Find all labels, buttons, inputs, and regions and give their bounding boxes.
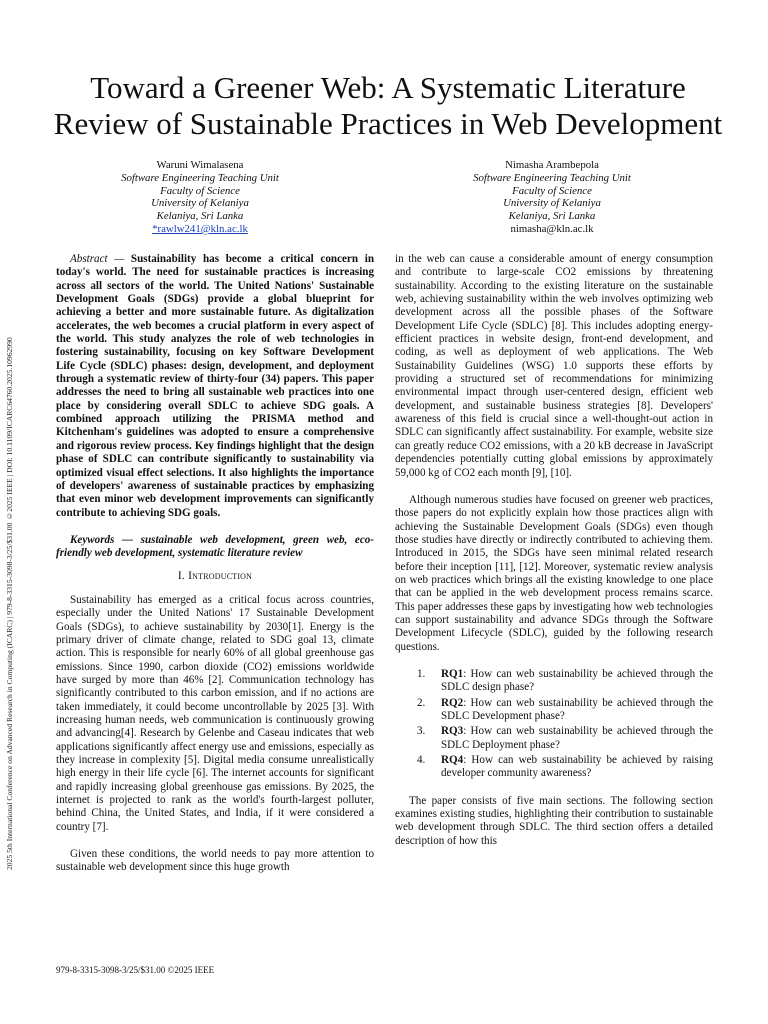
right-column xyxy=(395,253,713,848)
abstract-lead: Abstract — xyxy=(70,253,125,265)
author-email-link[interactable]: *rawlw241@kln.ac.lk xyxy=(152,222,248,235)
rq-label: RQ2 xyxy=(441,696,464,709)
abstract xyxy=(56,253,374,520)
research-question xyxy=(395,697,713,724)
research-question xyxy=(395,725,713,752)
author-block-2 xyxy=(432,159,672,236)
research-question-list xyxy=(395,668,713,781)
author-name: Waruni Wimalasena xyxy=(156,159,244,171)
author-unit: Software Engineering Teaching Unit xyxy=(121,171,279,184)
rq-label: RQ4 xyxy=(441,754,464,767)
intro-paragraph: Given these conditions, the world needs to pay more attention to sustainable web development since this huge growth xyxy=(56,848,374,874)
side-citation-note: 2025 5th International Conference on Advanced Research in Computing (ICARC) | 979-8-3315-3098-3/25/$31.00 ©2025 IEEE | DOI: 10.1109/ICARC64760.2025.10962990 xyxy=(5,337,14,870)
rq-text: : How can web sustainability be achieved through the SDLC Development phase? xyxy=(441,696,713,722)
rq-number: 3. xyxy=(417,725,426,738)
author-university: University of Kelaniya xyxy=(503,197,601,210)
body-paragraph: Although numerous studies have focused on greener web practices, those papers do not explicitly explain how those practices align with achieving the Sustainable Development Goals (SDGs) even though those studies have directly or indirectly contributed to achieving them. Introduced in 2015, the SDGs have seen minimal related research before their inception [11], [12]. Moreover, systematic review analysis on web practices which brings all the existing knowledge to one place that can be applied in the web development process remains scarce. This paper addresses these gaps by investigating how web technologies can support sustainability and advance SDGs through the Software Development Lifecycle (SDLC), guided by the following research questions. xyxy=(395,493,713,653)
body-paragraph: in the web can cause a considerable amount of energy consumption and contribute to large-scale CO2 emissions by threatening sustainability. According to the existing literature on the sustainable web, achieving sustainability within the web involves optimizing web development across all the possible phases of the Software Development Life Cycle (SDLC) [8]. This includes adopting energy-efficient practices in website design, front-end development, and coding, as well as deployment of web applications. The Web Sustainability Guidelines (WSG) 1.0 supports these efforts by providing a structured set of recommendations for minimizing environmental impact through user-centered design, efficient web development, and sustainable business strategies [8]. Developers' awareness of this field is crucial since a well-thought-out action in SDLC can significantly affect sustainability. For example, website size can greatly reduce CO2 emissions, with a 20 kB decrease in JavaScript dependencies potentially cutting global emissions by approximately 59,000 kg of CO2 each month [9], [10]. xyxy=(395,253,713,479)
rq-text: : How can web sustainability be achieved through the SDLC design phase? xyxy=(441,667,713,694)
body-paragraph: The paper consists of five main sections. The following section examines existing studies, highlighting their contribution to sustainable web development through SDLC. The third section offers a detailed description of how this xyxy=(395,794,713,847)
keywords: Keywords — sustainable web development, green web, eco-friendly web development, systematic literature review xyxy=(56,533,374,560)
author-unit: Software Engineering Teaching Unit xyxy=(473,171,631,184)
rq-number: 2. xyxy=(417,696,426,709)
author-faculty: Faculty of Science xyxy=(160,184,240,197)
left-column xyxy=(56,253,374,875)
footer-copyright: 979-8-3315-3098-3/25/$31.00 ©2025 IEEE xyxy=(56,965,215,975)
author-location: Kelaniya, Sri Lanka xyxy=(508,210,596,223)
rq-text: : How can web sustainability be achieved by raising developer community awareness? xyxy=(441,754,713,780)
author-email: nimasha@kln.ac.lk xyxy=(510,222,594,235)
author-faculty: Faculty of Science xyxy=(512,184,592,197)
author-name: Nimasha Arambepola xyxy=(505,159,599,171)
abstract-text: Sustainability has become a critical concern in today's world. The need for sustainable practices is increasing across all sectors of the world. The United Nations' Sustainable Development Goals (SDGs) provide a global blueprint for achieving a better and more sustainable future. As digitalization accelerates, the web becomes a crucial platform in every aspect of the world. This study analyzes the role of web technologies in fostering sustainability, focusing on key Software Development Life Cycle (SDLC) phases: design, development, and deployment through a systematic review of thirty-four (34) papers. This paper addresses the need to bring all sustainable web practices into one place by considering overall SDLC to achieve SDG goals. A combined approach utilizing the PRISMA method and Kitchenham's guidelines was adopted to ensure a comprehensive and rigorous review process. Key findings highlight that the design phase of SDLC can contribute significantly to sustainability via optimized visual effect selections. It also highlights the importance of developers' awareness of sustainable practices by emphasizing that even minor web development improvements can significantly contribute to achieving SDG goals. xyxy=(56,253,374,519)
rq-label: RQ3 xyxy=(441,725,464,738)
rq-number: 4. xyxy=(417,754,426,767)
research-question xyxy=(395,668,713,695)
rq-text: : How can web sustainability be achieved through the SDLC Deployment phase? xyxy=(441,725,713,751)
paper-title: Toward a Greener Web: A Systematic Literature Review of Sustainable Practices in Web Development xyxy=(53,70,723,141)
author-block-1 xyxy=(80,159,320,236)
author-university: University of Kelaniya xyxy=(151,197,249,210)
rq-number: 1. xyxy=(417,667,426,680)
author-location: Kelaniya, Sri Lanka xyxy=(156,210,244,223)
research-question xyxy=(395,754,713,781)
rq-label: RQ1 xyxy=(441,667,464,680)
section-heading: I. Introduction xyxy=(177,568,253,582)
intro-paragraph: Sustainability has emerged as a critical focus across countries, especially under the United Nations' 17 Sustainable Development Goals (SDGs), to achieve sustainability by 2030[1]. Energy is the primary driver of climate change, related to SDG goal 13, climate action. This is responsible for nearly 60% of all global greenhouse gas emissions. Since 1990, carbon dioxide (CO2) emissions worldwide have surged by more than 46% [2]. Communication technology has significantly contributed to this carbon emission, and if no actions are taken immediately, it could become uncontrollable by 2025 [3]. With increasing human needs, web communication is continuously growing and advancing[4]. Research by Gelenbe and Caseau indicates that web applications significantly affect energy use and emissions, especially as they increase in complexity [5]. Digital media consume unrealistically high energy in their life cycle [6]. The internet accounts for significant and rapidly increasing global greenhouse gas emissions. By 2025, the internet is projected to rank as the world's fourth-largest polluter, behind China, the United States, and India, if it were considered a country [7]. xyxy=(56,593,374,833)
